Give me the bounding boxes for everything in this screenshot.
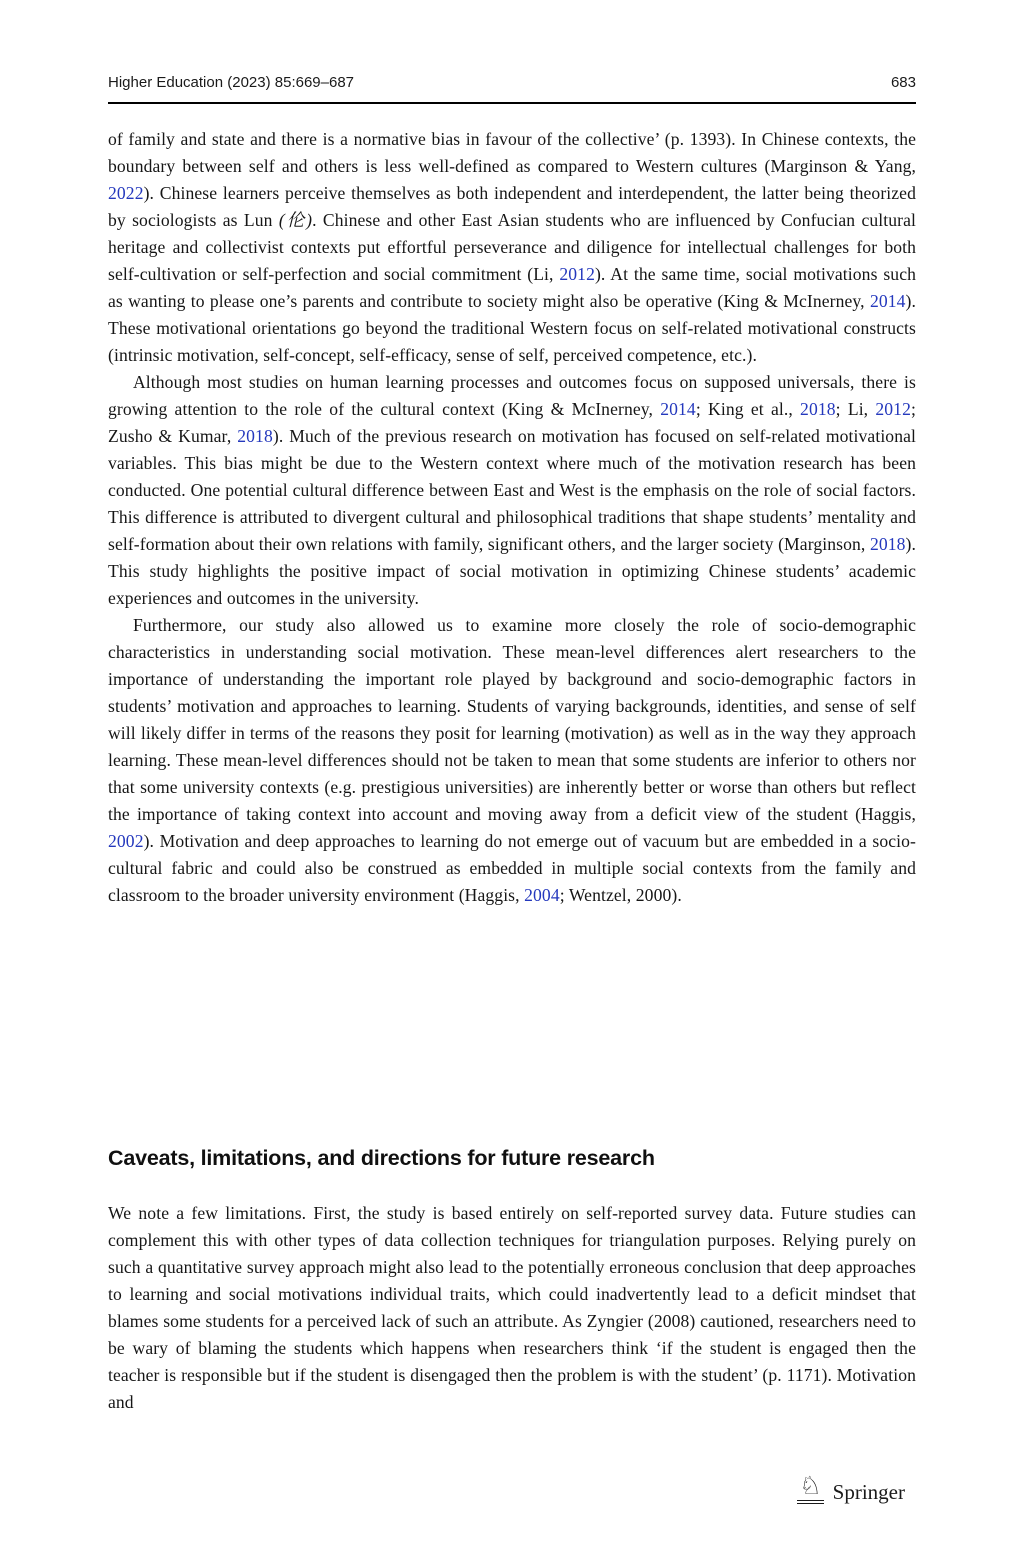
paragraph [108,369,916,612]
paragraph [108,612,916,909]
header-rule [108,102,916,104]
page-footer [797,1474,905,1504]
text-run: We note a few limitations. First, the study is based entirely on self-reported survey data. Future studies can complement this with other types of data collection techniques for triangulation purposes. Relying purely on such a quantitative survey approach might also lead to the potentially erroneous conclusion that deep approaches to learning and social motivations individual traits, which could inadvertently lead to a deficit mindset that blames some students for a perceived lack of such an attribute. As Zyngier (2008) cautioned, researchers need to be wary of blaming the students which happens when researchers think ‘if the student is engaged then the teacher is responsible but if the student is disengaged then the problem is with the student’ (p. 1171). Motivation and [108,1203,916,1412]
citation-link[interactable]: 2014 [869,291,906,311]
springer-wordmark: Springer [832,1479,905,1504]
text-run: . Chinese and other East Asian students who are influenced by Confucian cultural heritage and collectivist contexts put effortful perseverance and diligence for intellectual challenges for both self-cultivation or self-perfection and social commitment (Li, [108,210,916,284]
text-run: ; Li, [835,399,876,419]
text-run: ). Motivation and deep approaches to learning do not emerge out of vacuum but are embedded in a socio-cultural fabric and could also be construed as embedded in multiple social contexts from the family and classroom to the broader university environment (Haggis, [108,831,916,905]
text-run: Furthermore, our study also allowed us to examine more closely the role of socio-demographic characteristics in understanding social motivation. These mean-level differences alert researchers to the importance of understanding the important role played by background and socio-demographic factors in students’ motivation and approaches to learning. Students of varying backgrounds, identities, and sense of self will likely differ in terms of the reasons they posit for learning (motivation) as well as in the way they approach learning. These mean-level differences should not be taken to mean that some students are inferior to others nor that some university contexts (e.g. prestigious universities) are inherently better or worse than others but reflect the importance of taking context into account and moving away from a deficit view of the student (Haggis, [108,615,916,824]
text-run: ). At the same time, social motivations such as wanting to please one’s parents and contribute to society might also be operative (King & McInerney, [108,264,916,311]
article-body [108,126,916,909]
citation-link[interactable]: 2022 [108,183,144,203]
citation-link[interactable]: 2004 [524,885,560,905]
citation-link[interactable]: 2002 [108,831,144,851]
text-run: (伦) [278,210,313,230]
text-run: ). These motivational orientations go beyond the traditional Western focus on self-related motivational constructs (intrinsic motivation, self-concept, self-efficacy, sense of self, perceived competence, etc.). [108,291,916,365]
text-run: ). This study highlights the positive impact of social motivation in optimizing Chinese students’ academic experiences and outcomes in the university. [108,534,916,608]
text-run: ; Zusho & Kumar, [108,399,916,446]
paragraph [108,126,916,369]
text-run: ; King et al., [695,399,801,419]
citation-link[interactable]: 2014 [660,399,696,419]
text-run: of family and state and there is a normative bias in favour of the collective’ (p. 1393). In Chinese contexts, the boundary between self and others is less well-defined as compared to Western cultures (Marginson & Yang, [108,129,916,176]
citation-link[interactable]: 2012 [559,264,595,284]
springer-logo [797,1474,905,1504]
article-body-continued [108,1200,916,1416]
citation-link[interactable]: 2012 [875,399,911,419]
text-run: ; Wentzel, 2000). [559,885,682,905]
text-run: ). Chinese learners perceive themselves as both independent and interdependent, the latter being theorized by sociologists as Lun [108,183,916,230]
text-run: Although most studies on human learning processes and outcomes focus on supposed universals, there is growing attention to the role of the cultural context (King & McInerney, [108,372,916,419]
page-number: 683 [890,74,916,91]
section-heading: Caveats, limitations, and directions for future research [108,1146,655,1170]
citation-link[interactable]: 2018 [869,534,906,554]
running-header [108,74,916,91]
text-run: ). Much of the previous research on motivation has focused on self-related motivational variables. This bias might be due to the Western context where much of the motivation research has been conducted. One potential cultural difference between East and West is the emphasis on the role of social factors. This difference is attributed to divergent cultural and philosophical traditions that shape students’ mentality and self-formation about their own relations with family, significant others, and the larger society (Marginson, [108,426,916,554]
citation-link[interactable]: 2018 [800,399,836,419]
springer-horse-icon: ♘ [797,1474,823,1504]
citation-link[interactable]: 2018 [237,426,273,446]
journal-citation: Higher Education (2023) 85:669–687 [108,74,355,91]
paragraph [108,1200,916,1416]
